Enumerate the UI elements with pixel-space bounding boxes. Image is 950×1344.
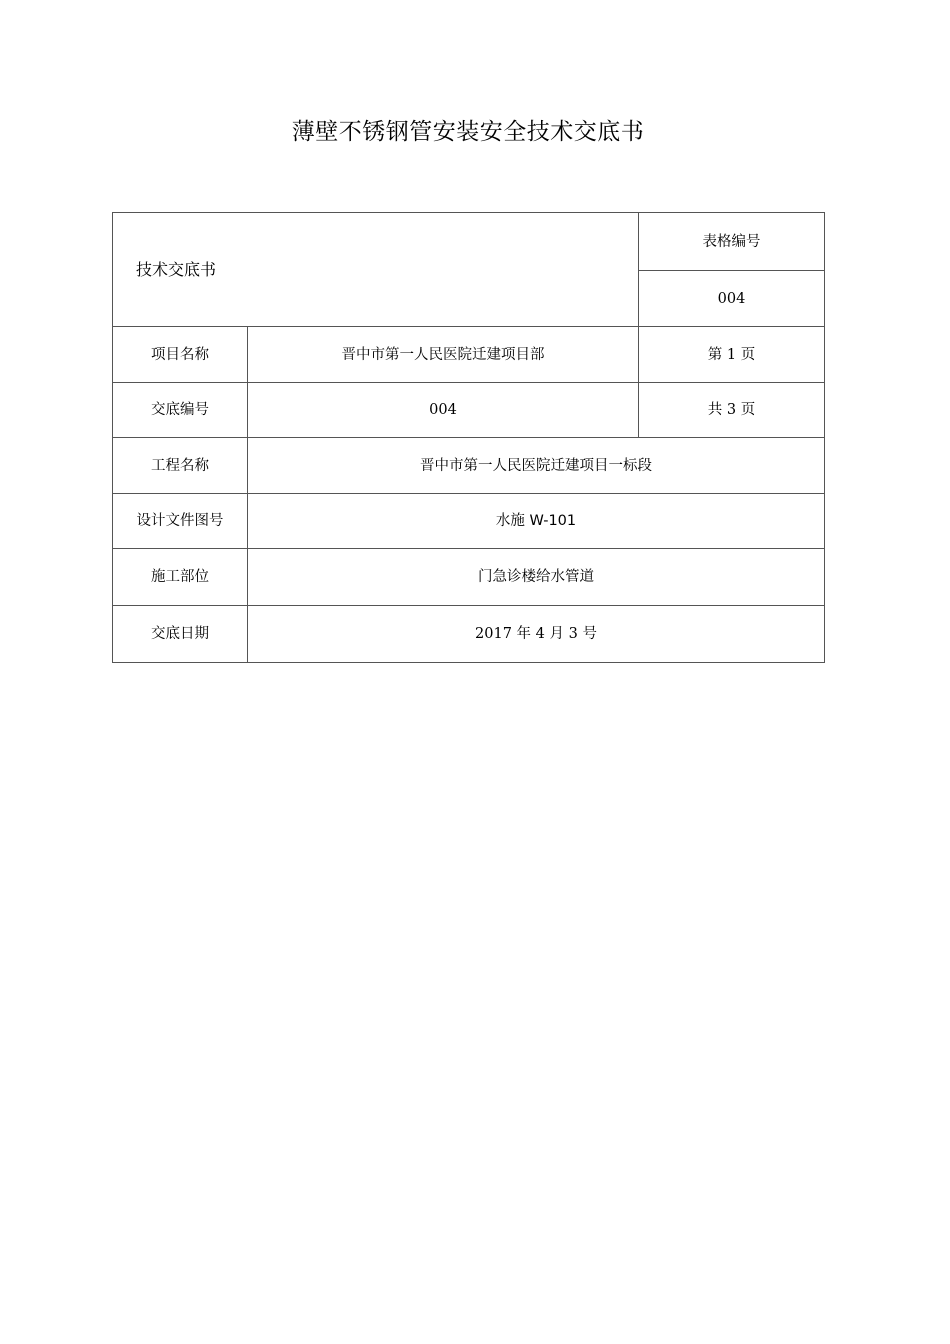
disclosure-number-value: 004 [248,383,639,438]
construction-part-row [113,549,825,606]
engineering-name-label: 工程名称 [113,438,248,494]
page-suffix: 页 [740,346,756,363]
project-name-row [113,327,825,383]
form-header-row [113,213,825,271]
page-prefix: 第 [707,346,723,363]
form-header-label: 技术交底书 [113,213,639,327]
form-number-label: 表格编号 [639,213,825,271]
construction-part-label: 施工部位 [113,549,248,606]
page-number: 1 [726,346,737,363]
disclosure-date-label: 交底日期 [113,606,248,663]
total-suffix: 页 [740,402,756,418]
disclosure-date-row [113,606,825,663]
total-pages-number: 3 [726,402,737,418]
document-title: 薄壁不锈钢管安装安全技术交底书 [291,119,645,145]
disclosure-date-value: 2017 年 4 月 3 号 [248,606,825,663]
drawing-number-row [113,494,825,549]
total-pages-cell [639,383,825,438]
page-number-cell [639,327,825,383]
project-name-label: 项目名称 [113,327,248,383]
drawing-number-value: 水施 W-101 [248,494,825,549]
disclosure-number-label: 交底编号 [113,383,248,438]
drawing-number-label: 设计文件图号 [113,494,248,549]
disclosure-number-row [113,383,825,438]
engineering-name-value: 晋中市第一人民医院迁建项目一标段 [248,438,825,494]
engineering-name-row [113,438,825,494]
form-number-value: 004 [639,271,825,327]
total-prefix: 共 [707,402,723,418]
disclosure-form-table [112,212,825,663]
project-name-value: 晋中市第一人民医院迁建项目部 [248,327,639,383]
construction-part-value: 门急诊楼给水管道 [248,549,825,606]
